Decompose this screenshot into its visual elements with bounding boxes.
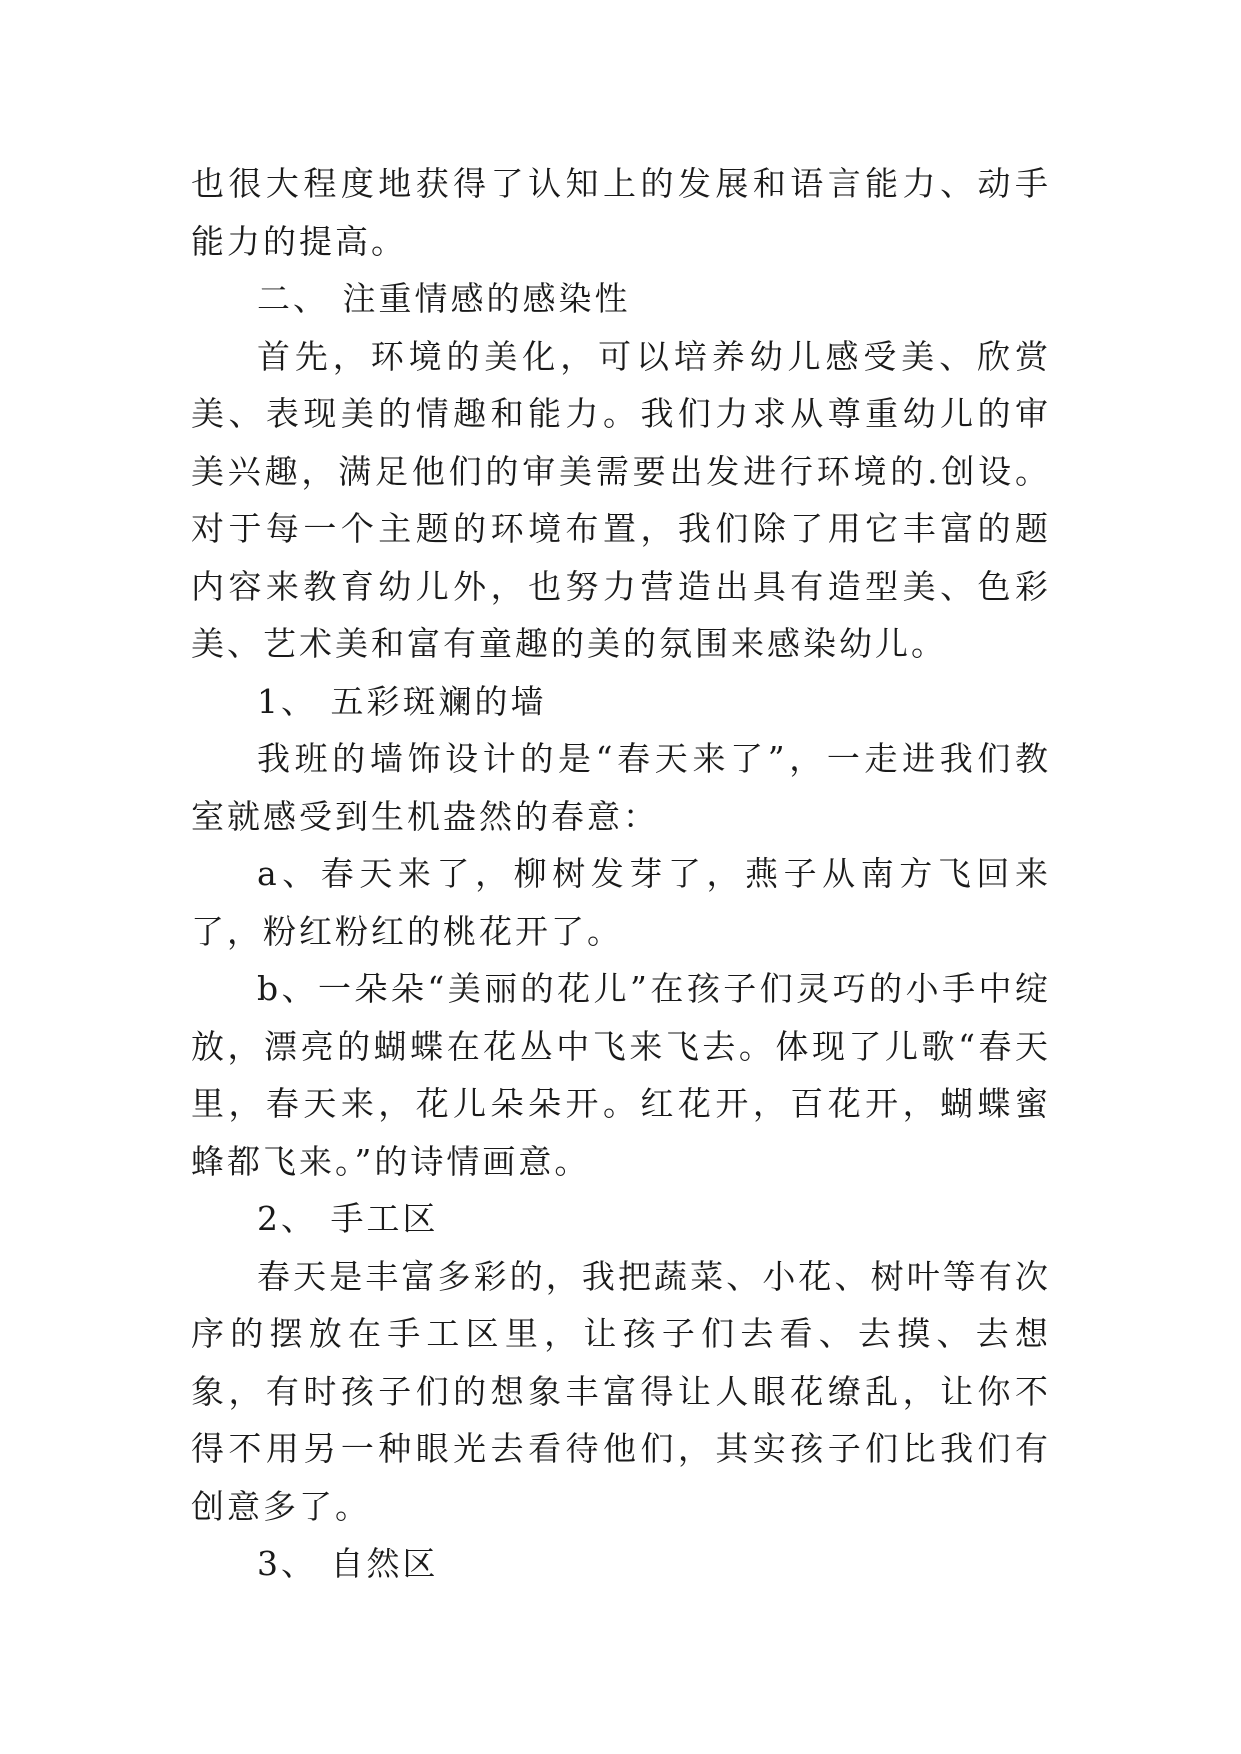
document-body [191,155,1051,1593]
subheading-nature-area: 3、 自然区 [257,1544,439,1583]
paragraph-wall-design: 我班的墙饰设计的是“春天来了”，一走进我们教室就感受到生机盎然的春意： [191,739,1051,836]
subheading-handcraft-area: 2、 手工区 [257,1199,439,1238]
list-item-b: b、一朵朵“美丽的花儿”在孩子们灵巧的小手中绽放，漂亮的蝴蝶在花丛中飞来飞去。体现了儿歌“春天里，春天来，花儿朵朵开。红花开，百花开，蝴蝶蜜蜂都飞来。”的诗情画意。 [191,969,1051,1181]
subheading-colorful-wall: 1、 五彩斑斓的墙 [257,681,547,721]
paragraph-environment-beautification: 首先，环境的美化，可以培养幼儿感受美、欣赏美、表现美的情趣和能力。我们力求从尊重幼儿的审美兴趣，满足他们的审美需要出发进行环境的.创设。对于每一个主题的环境布置，我们除了用它丰富的题内容来教育幼儿外，也努力营造出具有造型美、色彩美、艺术美和富有童趣的美的氛围来感染幼儿。 [191,336,1051,663]
paragraph-handcraft-area: 春天是丰富多彩的，我把蔬菜、小花、树叶等有次序的摆放在手工区里，让孩子们去看、去摸、去想象，有时孩子们的想象丰富得让人眼花缭乱，让你不得不用另一种眼光去看待他们，其实孩子们比我们有创意多了。 [191,1256,1051,1526]
paragraph-continuation: 也很大程度地获得了认知上的发展和语言能力、动手能力的提高。 [191,164,1051,261]
list-item-a: a、春天来了，柳树发芽了，燕子从南方飞回来了，粉红粉红的桃花开了。 [191,854,1051,951]
section-heading-emotional-influence: 二、 注重情感的感染性 [257,279,631,318]
